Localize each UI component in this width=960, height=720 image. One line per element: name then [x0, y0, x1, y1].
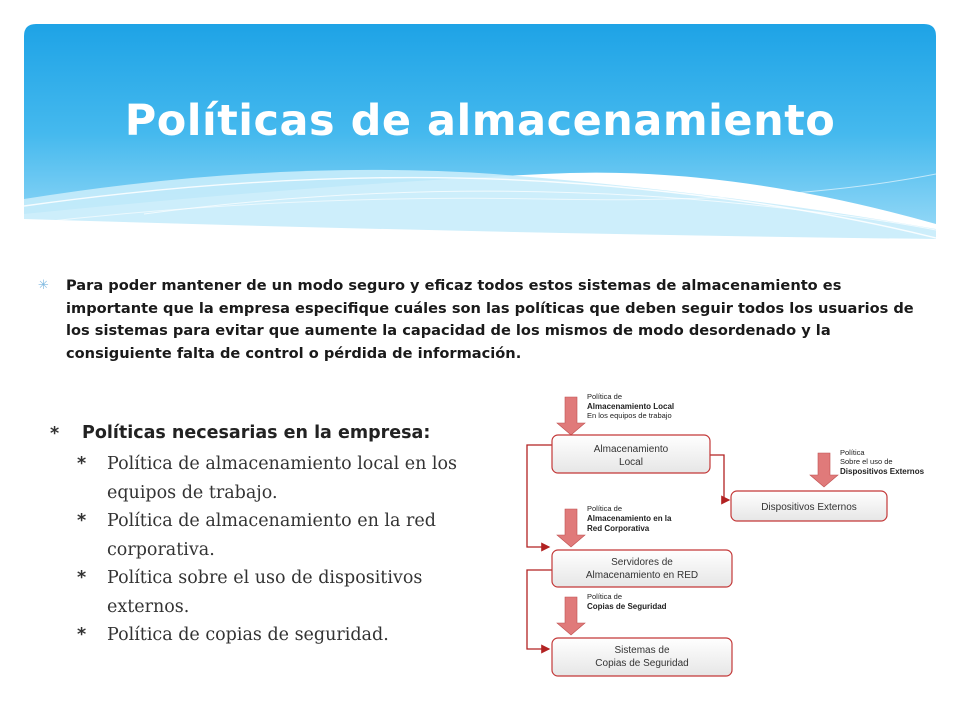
policy-arrow-icon	[557, 397, 585, 435]
list-item	[50, 621, 510, 650]
list-heading-text: Políticas necesarias en la empresa:	[82, 423, 431, 443]
diagram-svg	[522, 387, 940, 687]
connector-line	[527, 445, 552, 547]
policy-label: Almacenamiento Local	[587, 402, 675, 411]
list-item-text: Política sobre el uso de dispositivos externos.	[107, 568, 423, 617]
policy-label: Dispositivos Externos	[840, 467, 925, 476]
policy-arrow-icon	[557, 509, 585, 547]
box-label: Servidores de	[611, 557, 673, 568]
asterisk-bullet-icon: *	[77, 625, 87, 645]
asterisk-bullet-icon: *	[77, 511, 87, 531]
policies-list	[50, 420, 510, 650]
policy-label: Política de	[587, 592, 623, 601]
list-heading	[50, 420, 510, 446]
box-label: Local	[619, 457, 643, 468]
header-banner	[24, 24, 936, 239]
policy-label: Política de	[587, 504, 623, 513]
policy-label: Sobre el uso de	[840, 457, 893, 466]
list-item	[50, 450, 510, 507]
list-item	[50, 564, 510, 621]
policy-arrow-icon	[557, 597, 585, 635]
slide-title: Políticas de almacenamiento	[124, 96, 836, 146]
box-label: Dispositivos Externos	[761, 502, 857, 513]
list-item	[50, 507, 510, 564]
box-label: Almacenamiento en RED	[585, 570, 699, 581]
connector-line	[527, 570, 552, 649]
box-label: Sistemas de	[614, 645, 670, 656]
box-label: Copias de Seguridad	[595, 658, 689, 669]
policy-label: Política	[840, 448, 865, 457]
policy-arrow-icon	[810, 453, 838, 487]
policy-label: Política de	[587, 392, 623, 401]
intro-text: Para poder mantener de un modo seguro y eficaz todos estos sistemas de almacenamiento es importante que la empresa especifique cuáles son las políticas que deben seguir todos los usuarios de los sistemas para evitar que aumente la capacidad de los mismos de modo desordenado y la consiguiente falta de control o pérdida de información.	[66, 277, 914, 362]
asterisk-bullet-icon: *	[77, 454, 87, 474]
asterisk-bullet-icon: *	[50, 424, 60, 444]
policy-items	[50, 450, 510, 650]
connector-line	[710, 455, 729, 500]
policy-label: Almacenamiento en la	[587, 514, 672, 523]
storage-policy-diagram	[522, 387, 940, 687]
list-item-text: Política de almacenamiento local en los equipos de trabajo.	[107, 454, 458, 503]
box-servidores-red	[552, 550, 732, 587]
asterisk-bullet-icon: ✳	[38, 277, 49, 292]
policy-label: En los equipos de trabajo	[587, 411, 672, 420]
box-copias-seguridad	[552, 638, 732, 676]
asterisk-bullet-icon: *	[77, 568, 87, 588]
policy-label: Copias de Seguridad	[587, 602, 667, 611]
box-label: Almacenamiento	[593, 444, 669, 455]
policy-label: Red Corporativa	[587, 524, 650, 533]
list-item-text: Política de almacenamiento en la red corporativa.	[107, 511, 436, 560]
list-item-text: Política de copias de seguridad.	[107, 625, 389, 645]
intro-paragraph	[38, 275, 928, 365]
